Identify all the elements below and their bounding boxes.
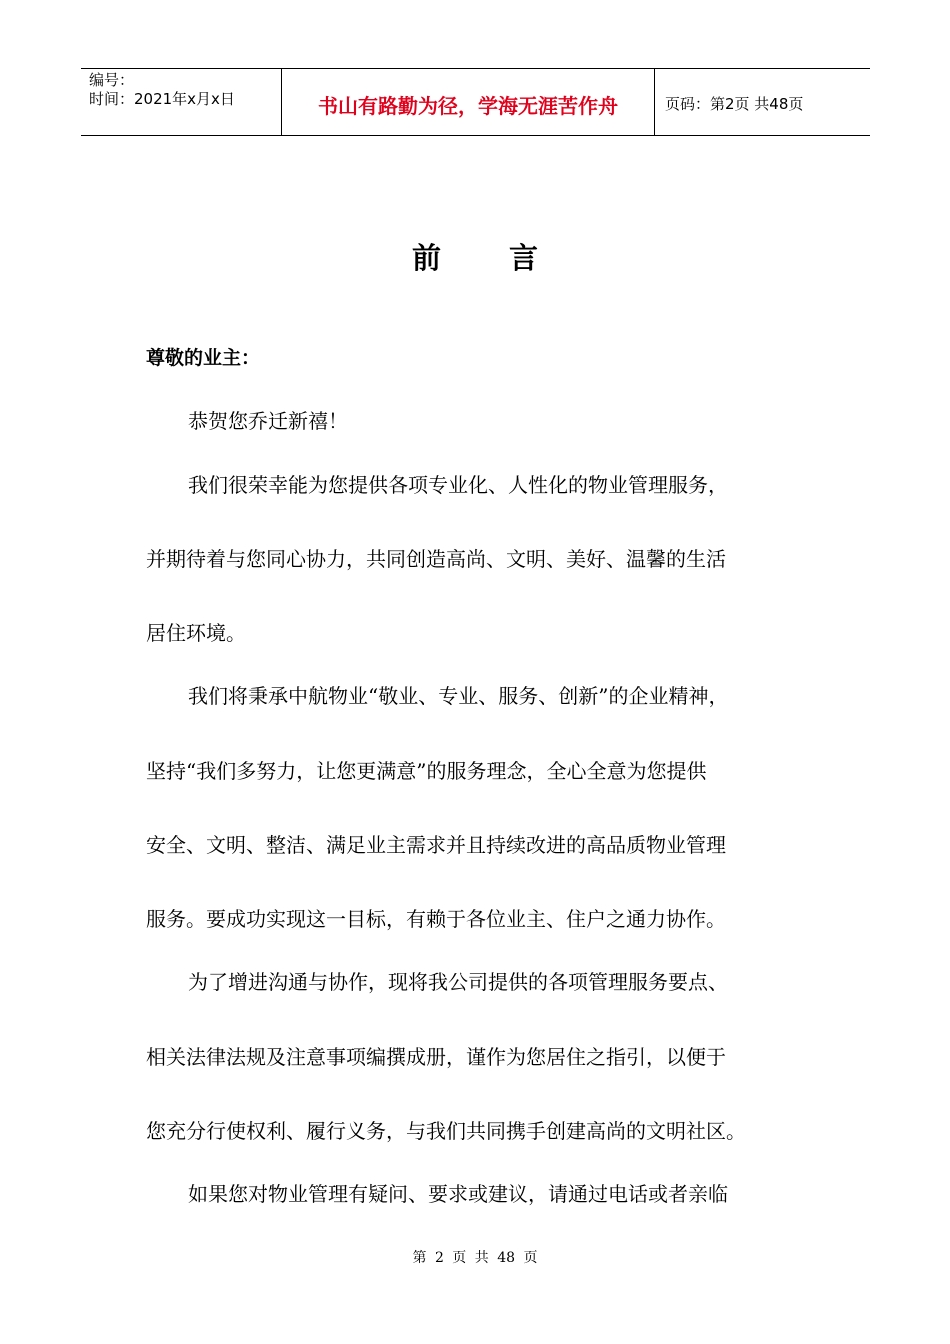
body-line-5: 我们将秉承中航物业“敬业、专业、服务、创新”的企业精神， [188, 684, 729, 708]
body-line-8: 服务。要成功实现这一目标，有赖于各位业主、住户之通力协作。 [146, 907, 726, 931]
header-date: 时间：2021年x月x日 [89, 90, 235, 108]
document-header [81, 68, 870, 136]
document-title: 前言 [411, 241, 606, 275]
page-footer: 第 2 页 共 48 页 [412, 1250, 538, 1266]
body-line-7: 安全、文明、整洁、满足业主需求并且持续改进的高品质物业管理 [146, 833, 726, 857]
body-line-9: 为了增进沟通与协作，现将我公司提供的各项管理服务要点、 [188, 970, 728, 994]
header-page-info: 页码：第2页 共48页 [665, 94, 804, 113]
header-motto: 书山有路勤为径，学海无涯苦作舟 [282, 69, 655, 135]
body-line-6: 坚持“我们多努力，让您更满意”的服务理念，全心全意为您提供 [146, 759, 707, 783]
body-line-3: 并期待着与您同心协力，共同创造高尚、文明、美好、温馨的生活 [146, 547, 726, 571]
salutation: 尊敬的业主： [146, 347, 261, 369]
body-line-1: 恭贺您乔迁新禧！ [188, 409, 348, 433]
body-line-4: 居住环境。 [146, 621, 246, 645]
body-line-11: 您充分行使权利、履行义务，与我们共同携手创建高尚的文明社区。 [146, 1119, 746, 1143]
body-line-2: 我们很荣幸能为您提供各项专业化、人性化的物业管理服务， [188, 473, 728, 497]
header-meta [81, 69, 282, 135]
body-line-12: 如果您对物业管理有疑问、要求或建议，请通过电话或者亲临 [188, 1182, 728, 1206]
header-number: 编号： [89, 71, 135, 89]
body-line-10: 相关法律法规及注意事项编撰成册，谨作为您居住之指引，以便于 [146, 1045, 726, 1069]
